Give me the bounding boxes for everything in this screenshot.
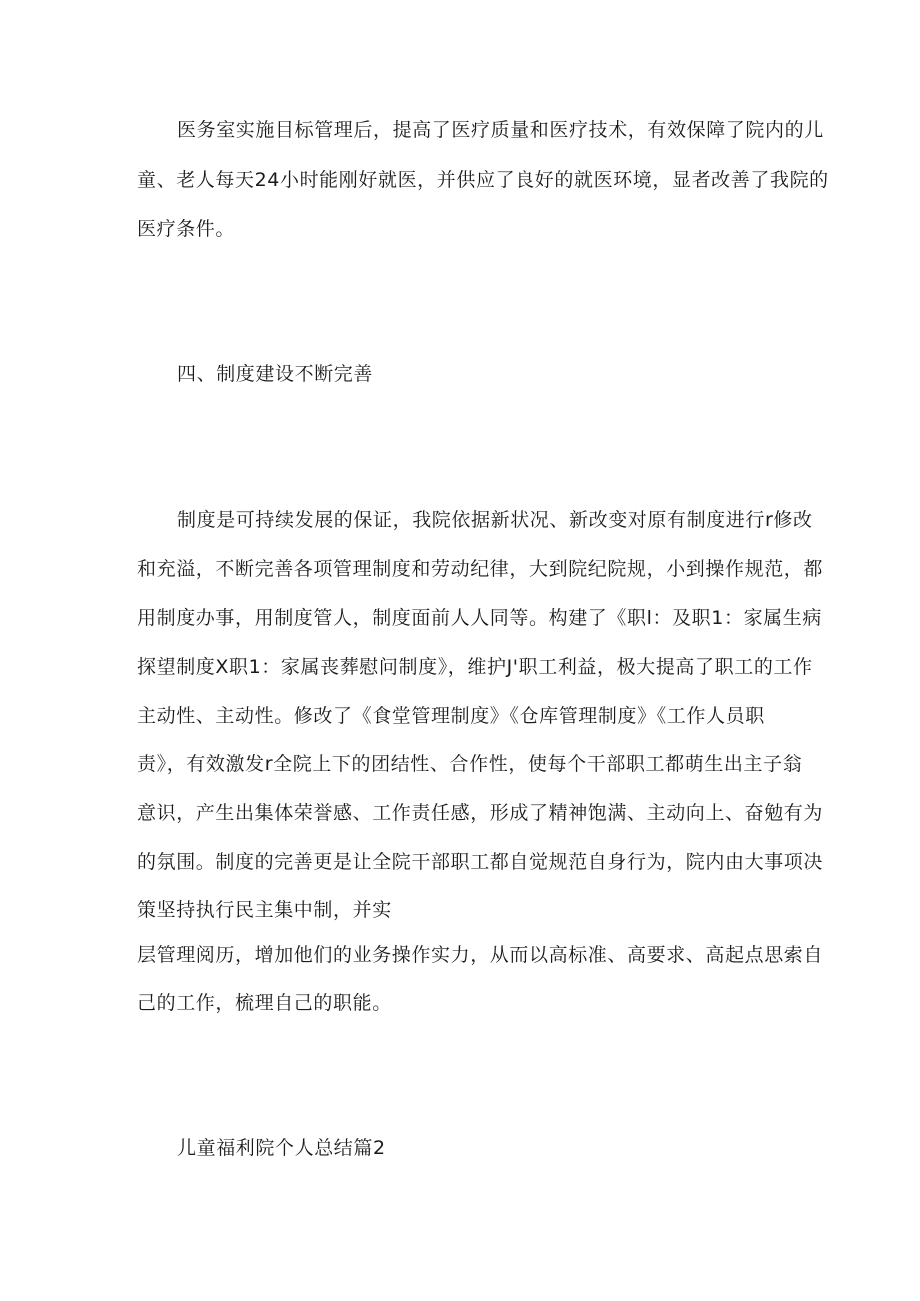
paragraph-1-line-2: 童、老人每天24小时能刚好就医，并供应了良好的就医环境，显者改善了我院的: [137, 169, 829, 191]
paragraph-2-line-9: 策坚持执行民主集中制，并实: [137, 899, 392, 921]
paragraph-3-line-2: 己的工作，梳理自己的职能。: [137, 992, 392, 1014]
paragraph-3-line-1: 层管理阅历，增加他们的业务操作实力，从而以高标准、高要求、高起点思索自: [137, 944, 824, 966]
paragraph-2-line-4: 探望制度X职1：家属丧葬慰问制度》，维护J'职工利益，极大提高了职工的工作: [137, 656, 813, 678]
paragraph-2-line-5: 主动性、主动性。修改了《食堂管理制度》《仓库管理制度》《工作人员职: [137, 705, 765, 727]
paragraph-2-line-8: 的氛围。制度的完善更是让全院干部职工都自觉规范自身行为，院内由大事项决: [137, 851, 824, 873]
paragraph-1-line-3: 医疗条件。: [137, 218, 236, 240]
section-heading-4: 四、制度建设不断完善: [177, 363, 374, 385]
paragraph-2-line-1: 制度是可持续发展的保证，我院依据新状况、新改变对原有制度进行r修改: [177, 509, 813, 531]
section-title: 儿童福利院个人总结篇2: [177, 1137, 386, 1159]
paragraph-2-line-3: 用制度办事，用制度管人，制度面前人人同等。构建了《职l：及职1：家属生病: [137, 607, 822, 629]
paragraph-2-line-6: 责》，有效激发r全院上下的团结性、合作性，使每个干部职工都萌生出主子翁: [137, 753, 803, 775]
paragraph-2-line-2: 和充溢，不断完善各项管理制度和劳动纪律，大到院纪院规，小到操作规范，都: [137, 558, 824, 580]
paragraph-2-line-7: 意识，产生出集体荣誉感、工作责任感，形成了精神饱满、主动向上、奋勉有为: [137, 802, 824, 824]
paragraph-1-line-1: 医务室实施目标管理后，提高了医疗质量和医疗技术，有效保障了院内的儿: [177, 119, 824, 141]
